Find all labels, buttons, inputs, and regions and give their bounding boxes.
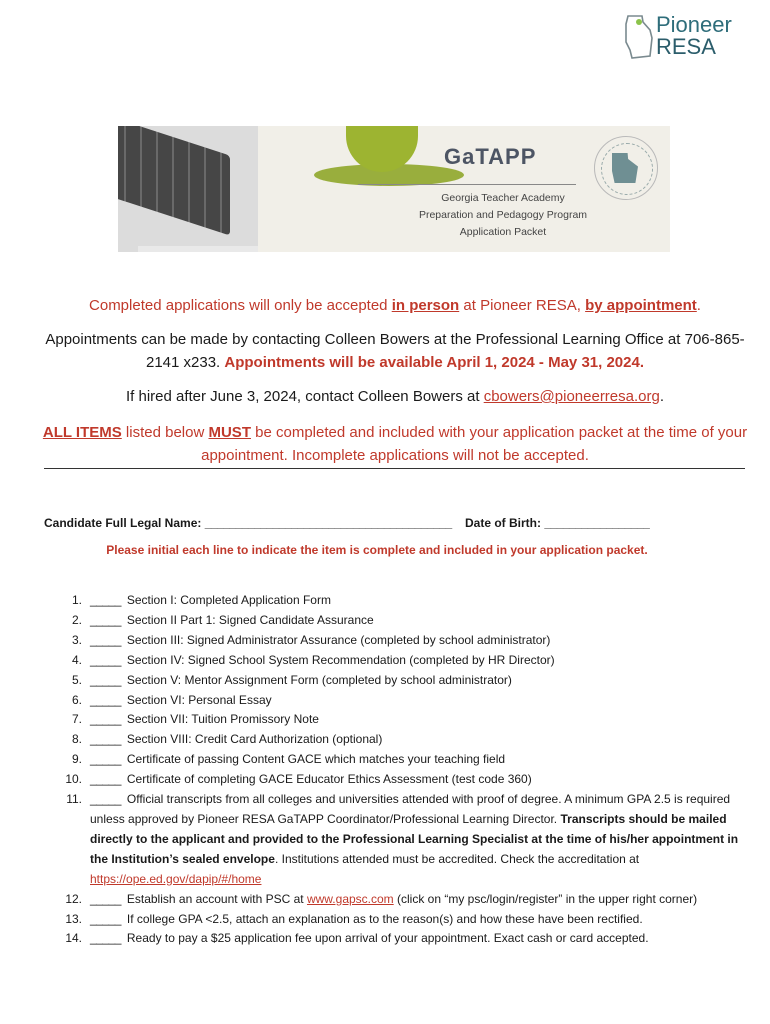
list-item	[60, 710, 750, 730]
list-item	[60, 611, 750, 631]
item-text: Ready to pay a $25 application fee upon arrival of your appointment. Exact cash or card accepted.	[126, 931, 649, 946]
initial-blank[interactable]: _____	[90, 712, 121, 727]
all-items-notice	[40, 421, 750, 467]
candidate-info-line	[44, 516, 649, 530]
notice-by-appointment: by appointment	[585, 297, 697, 314]
list-item	[60, 631, 750, 651]
initial-blank[interactable]: _____	[90, 752, 121, 767]
item-text: Section I: Completed Application Form	[126, 593, 331, 607]
all-items-text: listed below	[121, 424, 209, 441]
item-number: 13.	[65, 911, 82, 926]
section-divider	[44, 468, 745, 469]
name-label: Candidate Full Legal Name:	[44, 516, 202, 530]
initial-instruction: Please initial each line to indicate the item is complete and included in your application packet.	[106, 543, 648, 557]
initial-blank[interactable]: _____	[90, 792, 121, 807]
initial-blank[interactable]: _____	[90, 931, 121, 946]
item-text: If college GPA <2.5, attach an explanation as to the reason(s) and how these have been rectified.	[126, 911, 643, 926]
item-text: Section VIII: Credit Card Authorization (optional)	[126, 732, 383, 747]
item-number: 4.	[71, 652, 82, 667]
list-item	[60, 770, 750, 790]
list-item	[60, 910, 750, 930]
initial-blank[interactable]: _____	[90, 672, 121, 687]
hired-after-notice	[40, 385, 750, 408]
initial-blank[interactable]: _____	[90, 593, 121, 607]
list-item	[60, 750, 750, 770]
checklist	[60, 591, 750, 949]
initial-blank[interactable]: _____	[90, 772, 121, 787]
item-number: 14.	[65, 931, 82, 946]
appointment-dates: Appointments will be available April 1, 2024 - May 31, 2024.	[224, 354, 644, 371]
georgia-state-icon	[622, 14, 654, 60]
must-label: MUST	[208, 424, 251, 441]
hired-after-text: If hired after June 3, 2024, contact Colleen Bowers at	[125, 388, 484, 405]
item-text: Certificate of completing GACE Educator Ethics Assessment (test code 360)	[126, 772, 532, 787]
banner-subtitle-1: Georgia Teacher Academy	[441, 192, 565, 204]
logo-line-1: Pioneer	[656, 12, 732, 37]
laptop-image	[118, 126, 258, 252]
item-text: Section VII: Tuition Promissory Note	[126, 712, 319, 727]
item-number: 1.	[71, 593, 82, 607]
notice-text-2: at Pioneer RESA,	[459, 297, 586, 314]
item-text: Section V: Mentor Assignment Form (completed by school administrator)	[126, 672, 512, 687]
item-text-2: (click on “my psc/login/register” in the upper right corner)	[393, 891, 698, 906]
item-number: 10.	[65, 772, 82, 787]
item-text: Section IV: Signed School System Recommendation (completed by HR Director)	[126, 652, 555, 667]
dob-field[interactable]: _________________	[544, 516, 650, 530]
banner-subtitle	[388, 190, 618, 241]
initial-blank[interactable]: _____	[90, 632, 121, 647]
all-items-label: ALL ITEMS	[42, 424, 122, 441]
initial-blank[interactable]: _____	[90, 911, 121, 926]
appointment-notice	[40, 294, 750, 317]
initial-blank[interactable]: _____	[90, 692, 121, 707]
initial-blank[interactable]: _____	[90, 732, 121, 747]
item-number: 2.	[71, 612, 82, 627]
item-text: Section III: Signed Administrator Assurance (completed by school administrator)	[126, 632, 551, 647]
appointment-contact	[40, 328, 750, 374]
list-item	[60, 651, 750, 671]
banner-subtitle-3: Application Packet	[459, 226, 547, 238]
notice-period: .	[696, 297, 701, 314]
notice-in-person: in person	[391, 297, 460, 314]
banner-divider	[358, 184, 576, 185]
item-text: Section II Part 1: Signed Candidate Assurance	[126, 612, 374, 627]
logo-line-2: RESA	[656, 34, 716, 59]
item-number: 7.	[71, 712, 82, 727]
pioneer-resa-seal	[594, 136, 658, 200]
list-item	[60, 671, 750, 691]
initial-blank[interactable]: _____	[90, 612, 121, 627]
item-text: Official transcripts from all colleges and universities attended with proof of degree. A minimum GPA 2.5 is required unless approved by Pioneer RESA GaTAPP Coordinator/Professional Learning Director.	[90, 792, 731, 826]
item-text-2: . Institutions attended must be accredited. Check the accreditation at	[274, 851, 640, 866]
item-number: 11.	[66, 792, 82, 807]
name-field[interactable]: ________________________________________	[204, 516, 452, 530]
initial-blank[interactable]: _____	[90, 891, 121, 906]
item-number: 5.	[71, 672, 82, 687]
list-item-psc	[60, 890, 750, 910]
item-number: 6.	[71, 692, 82, 707]
list-item	[60, 591, 750, 611]
accreditation-link[interactable]: https://ope.ed.gov/dapip/#/home	[90, 871, 262, 886]
list-item	[60, 691, 750, 711]
banner-subtitle-2: Preparation and Pedagogy Program	[418, 209, 588, 221]
item-text: Section VI: Personal Essay	[126, 692, 272, 707]
gatapp-banner	[118, 126, 670, 252]
pioneer-resa-logo	[622, 12, 742, 67]
list-item	[60, 929, 750, 949]
item-number: 12.	[65, 891, 82, 906]
email-link[interactable]: cbowers@pioneerresa.org	[483, 388, 660, 405]
item-text: Establish an account with PSC at	[126, 891, 307, 906]
all-items-text-2: be completed and included with your application packet at the time of your appointment. Incomplete applications will not be accepted.	[201, 424, 748, 464]
initial-blank[interactable]: _____	[90, 652, 121, 667]
item-text: Certificate of passing Content GACE which matches your teaching field	[126, 752, 506, 767]
notice-text: Completed applications will only be accepted	[89, 297, 392, 314]
hired-after-period: .	[659, 388, 665, 405]
gapsc-link[interactable]: www.gapsc.com	[306, 891, 394, 906]
list-item-transcripts	[60, 790, 750, 890]
item-number: 8.	[71, 732, 82, 747]
contact-text: Appointments can be made by contacting Colleen Bowers at the Professional Learning Office at 706-865-2141 x233.	[45, 331, 745, 371]
item-number: 3.	[71, 632, 82, 647]
item-text-bold: Transcripts should be mailed directly to the applicant and provided to the Professional Learning Specialist at the time of his/her appointment in the Institution’s sealed envelope	[90, 811, 739, 866]
banner-title: GaTAPP	[444, 144, 537, 169]
item-number: 9.	[71, 752, 82, 767]
list-item	[60, 730, 750, 750]
dob-label: Date of Birth:	[465, 516, 541, 530]
